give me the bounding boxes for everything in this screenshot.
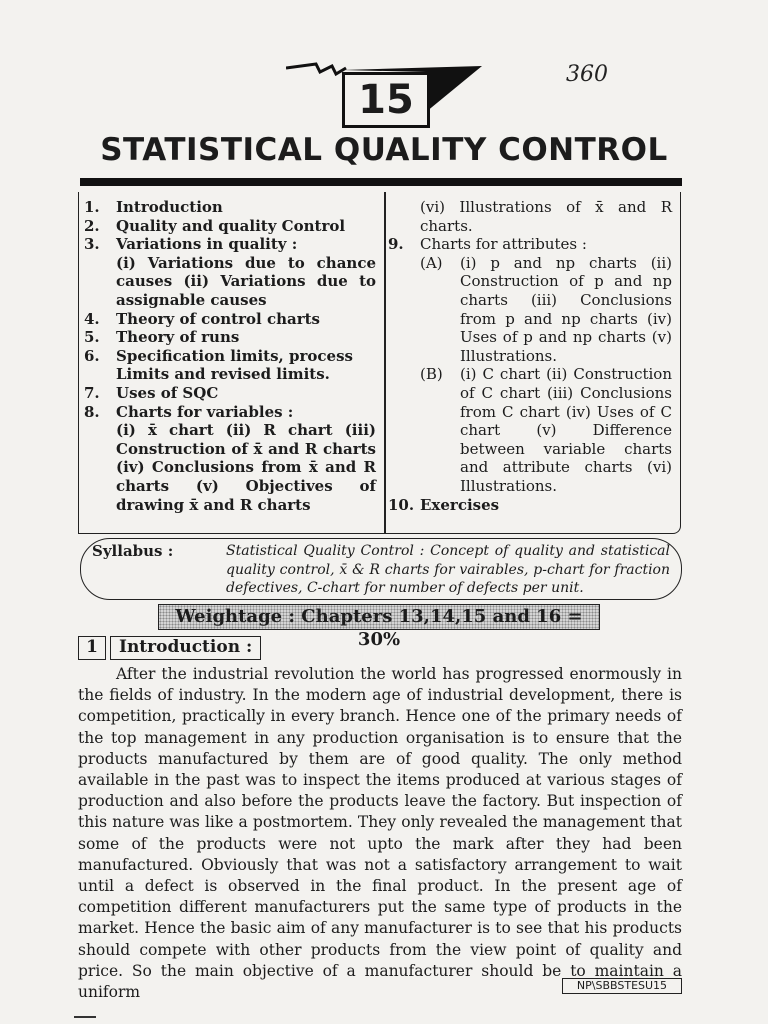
- handwritten-page-note: 360: [566, 62, 608, 87]
- toc-item: 7. Uses of SQC: [84, 383, 219, 402]
- toc-item: 3. Variations in quality :: [84, 235, 298, 254]
- toc-item: 6. Specification limits, process Limits and revised limits.: [84, 346, 353, 384]
- contents-divider: [384, 192, 386, 534]
- toc-item: 10. Exercises: [388, 495, 500, 514]
- toc-subgroup-b: (B) (i) C chart (ii) Construction of C chart (iii) Conclusions from C chart (iv) Uses of C chart (v) Difference between variable charts and attribute charts (vi) Illustrations.: [420, 365, 672, 495]
- section-number: 1: [78, 636, 106, 660]
- contents-right-column: [388, 198, 672, 514]
- toc-item: 2. Quality and quality Control: [84, 216, 346, 235]
- syllabus-text: Statistical Quality Control : Concept of quality and statistical quality control, x̄ & R charts for vairables, p-chart for fraction defectives, C-chart for number of defects per unit.: [226, 543, 670, 596]
- toc-subgroup-a: (A) (i) p and np charts (ii) Construction of p and np charts (iii) Conclusions from p and np charts (iv) Uses of p and np charts (v) Illustrations.: [420, 253, 672, 365]
- toc-subitems: (i) x̄ chart (ii) R chart (iii) Construction of x̄ and R charts (iv) Conclusions from x̄ and R charts (v) Objectives of drawing x̄ and R charts: [116, 421, 376, 514]
- contents-left-column: [84, 198, 376, 514]
- title-rule: [80, 178, 682, 186]
- toc-item: 1. Introduction: [84, 198, 223, 216]
- footer-code: NP\SBBSTESU15: [562, 978, 682, 994]
- toc-subitems: (vi) Illustrations of x̄ and R charts.: [420, 198, 672, 235]
- chapter-title: STATISTICAL QUALITY CONTROL: [100, 132, 668, 168]
- toc-item: 4. Theory of control charts: [84, 309, 320, 328]
- page-edge-mark: [74, 1016, 96, 1018]
- section-title: Introduction :: [110, 636, 261, 660]
- toc-item: 8. Charts for variables :: [84, 402, 294, 421]
- syllabus-label: Syllabus :: [92, 542, 174, 560]
- toc-item: 5. Theory of runs: [84, 328, 240, 347]
- body-paragraph: After the industrial revolution the world has progressed enormously in the fields of industry. In the modern age of industrial development, there is competition, practically in every branch. Hence one of the primary needs of the top management in any production organisation is to ensure that the products manufactured by them are of good quality. The only method available in the past was to inspect the items produced at various stages of production and also before the products leave the factory. But inspection of this nature was like a postmortem. They only revealed the management that some of the products were not upto the mark after they had been manufactured. Obviously that was not a satisfactory arrangement to wait until a defect is observed in the final product. In the present age of competition different manufacturers put the same type of products in the market. Hence the basic aim of any manufacturer is to see that his products should compete with other products from the view point of quality and price. So the main objective of a manufacturer should be to maintain a uniform: [78, 665, 682, 1002]
- toc-item: 9. Charts for attributes :: [388, 235, 587, 254]
- introduction-body: [78, 664, 682, 1003]
- toc-subitems: (i) Variations due to chance causes (ii) Variations due to assignable causes: [116, 253, 376, 309]
- weightage-banner: Weightage : Chapters 13,14,15 and 16 = 30%: [158, 604, 600, 630]
- chapter-number: 15: [342, 72, 430, 128]
- section-heading: [78, 636, 261, 660]
